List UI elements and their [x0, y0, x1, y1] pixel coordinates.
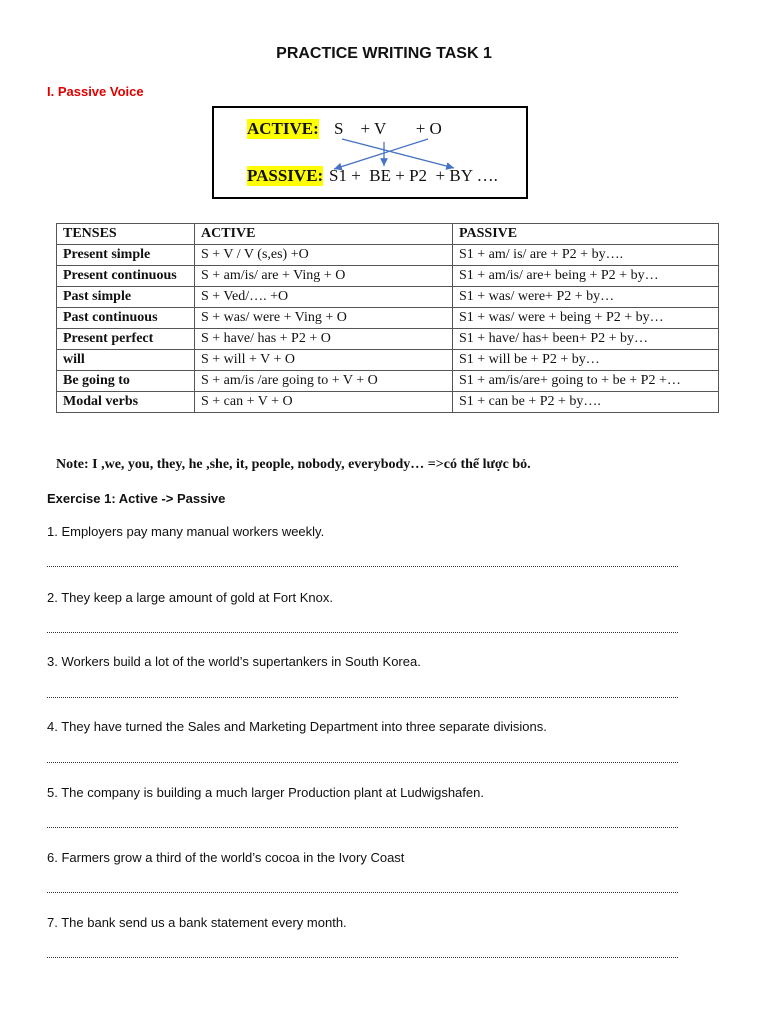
question-3: 3. Workers build a lot of the world’s supertankers in South Korea. [47, 654, 421, 669]
passive-cell: S1 + have/ has+ been+ P2 + by… [453, 329, 719, 350]
question-2: 2. They keep a large amount of gold at Fort Knox. [47, 590, 333, 605]
note-text: Note: I ,we, you, they, he ,she, it, people, nobody, everybody… =>có thể lược bỏ. [56, 457, 531, 472]
arrow-object-to-subject [334, 139, 428, 169]
section-heading: I. Passive Voice [47, 84, 144, 99]
table-row [57, 308, 719, 329]
passive-cell: S1 + am/is/are+ going to + be + P2 +… [453, 371, 719, 392]
active-label: ACTIVE: [247, 119, 319, 138]
table-row [57, 350, 719, 371]
question-4: 4. They have turned the Sales and Marketing Department into three separate divisions. [47, 719, 547, 734]
table-row [57, 287, 719, 308]
tense-cell: Present perfect [57, 329, 195, 350]
answer-line-5[interactable] [47, 827, 678, 828]
answer-line-4[interactable] [47, 762, 678, 763]
question-5: 5. The company is building a much larger Production plant at Ludwigshafen. [47, 785, 484, 800]
passive-cell: S1 + was/ were+ P2 + by… [453, 287, 719, 308]
table-row [57, 371, 719, 392]
answer-line-7[interactable] [47, 957, 678, 958]
active-cell: S + Ved/…. +O [195, 287, 453, 308]
answer-line-1[interactable] [47, 566, 678, 567]
tense-cell: Past simple [57, 287, 195, 308]
header-active: ACTIVE [195, 224, 453, 245]
passive-cell: S1 + am/is/ are+ being + P2 + by… [453, 266, 719, 287]
question-6: 6. Farmers grow a third of the world’s cocoa in the Ivory Coast [47, 850, 405, 865]
passive-formula: S1 + BE + P2 + BY …. [329, 166, 498, 185]
tense-cell: Past continuous [57, 308, 195, 329]
table-row [57, 329, 719, 350]
table-row [57, 266, 719, 287]
answer-line-6[interactable] [47, 892, 678, 893]
question-7: 7. The bank send us a bank statement every month. [47, 915, 347, 930]
active-cell: S + will + V + O [195, 350, 453, 371]
tenses-table [56, 223, 719, 413]
passive-label: PASSIVE: [247, 166, 324, 185]
exercise-heading: Exercise 1: Active -> Passive [47, 491, 226, 506]
answer-line-2[interactable] [47, 632, 678, 633]
passive-cell: S1 + am/ is/ are + P2 + by…. [453, 245, 719, 266]
active-cell: S + am/is /are going to + V + O [195, 371, 453, 392]
tense-cell: will [57, 350, 195, 371]
arrow-subject-to-by [342, 139, 454, 168]
active-cell: S + can + V + O [195, 392, 453, 413]
header-tenses: TENSES [57, 224, 195, 245]
active-cell: S + am/is/ are + Ving + O [195, 266, 453, 287]
tense-cell: Present simple [57, 245, 195, 266]
active-cell: S + V / V (s,es) +O [195, 245, 453, 266]
passive-cell: S1 + was/ were + being + P2 + by… [453, 308, 719, 329]
tense-cell: Present continuous [57, 266, 195, 287]
table-row [57, 392, 719, 413]
passive-cell: S1 + can be + P2 + by…. [453, 392, 719, 413]
table-header-row [57, 224, 719, 245]
active-formula: S + V + O [334, 119, 442, 138]
page-title: PRACTICE WRITING TASK 1 [276, 45, 492, 62]
tense-cell: Be going to [57, 371, 195, 392]
tense-cell: Modal verbs [57, 392, 195, 413]
table-row [57, 245, 719, 266]
answer-line-3[interactable] [47, 697, 678, 698]
formula-box [212, 106, 528, 199]
active-cell: S + have/ has + P2 + O [195, 329, 453, 350]
passive-cell: S1 + will be + P2 + by… [453, 350, 719, 371]
question-1: 1. Employers pay many manual workers weekly. [47, 524, 325, 539]
header-passive: PASSIVE [453, 224, 719, 245]
active-cell: S + was/ were + Ving + O [195, 308, 453, 329]
